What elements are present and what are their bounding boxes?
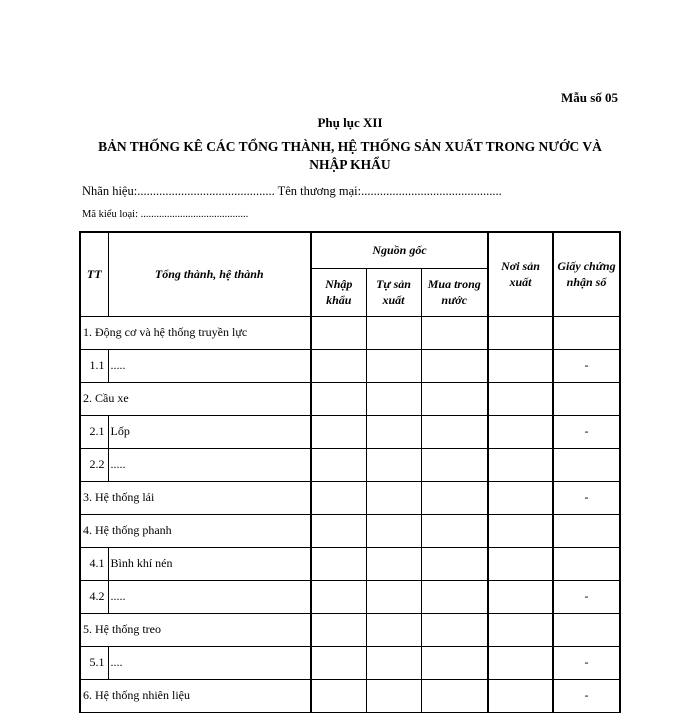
cell-certificate: - [553, 415, 620, 448]
row-tt: 2.2 [80, 448, 108, 481]
cell-import [311, 646, 366, 679]
cell-place [488, 613, 553, 646]
row-name: Bình khí nén [108, 547, 311, 580]
cell-domestic [421, 448, 488, 481]
trade-name-field: Tên thương mại:............................................. [277, 184, 502, 198]
cell-domestic [421, 580, 488, 613]
cell-domestic [421, 514, 488, 547]
cell-place [488, 415, 553, 448]
table-row [80, 646, 620, 679]
cell-import [311, 448, 366, 481]
cell-certificate [553, 514, 620, 547]
header-assembly: Tổng thành, hệ thành [108, 232, 311, 316]
cell-certificate [553, 613, 620, 646]
header-import: Nhập khẩu [311, 268, 366, 316]
cell-self-produced [366, 349, 421, 382]
cell-self-produced [366, 514, 421, 547]
cell-certificate [553, 382, 620, 415]
table-row [80, 481, 620, 514]
cell-import [311, 316, 366, 349]
cell-place [488, 547, 553, 580]
cell-certificate: - [553, 646, 620, 679]
section-label: 3. Hệ thống lái [80, 481, 311, 514]
cell-certificate: - [553, 349, 620, 382]
cell-domestic [421, 646, 488, 679]
cell-place [488, 448, 553, 481]
cell-domestic [421, 679, 488, 712]
header-certificate: Giấy chứng nhận số [553, 232, 620, 316]
cell-import [311, 481, 366, 514]
cell-domestic [421, 547, 488, 580]
cell-place [488, 514, 553, 547]
cell-self-produced [366, 679, 421, 712]
brand-trade-line [82, 184, 502, 199]
table-row [80, 547, 620, 580]
assembly-statistics-table [79, 231, 621, 713]
header-domestic: Mua trong nước [421, 268, 488, 316]
cell-certificate [553, 547, 620, 580]
cell-domestic [421, 481, 488, 514]
section-label: 5. Hệ thống treo [80, 613, 311, 646]
cell-domestic [421, 382, 488, 415]
cell-import [311, 679, 366, 712]
cell-domestic [421, 613, 488, 646]
header-place: Nơi sản xuất [488, 232, 553, 316]
section-label: 6. Hệ thống nhiên liệu [80, 679, 311, 712]
cell-place [488, 679, 553, 712]
document-title [80, 138, 620, 174]
row-name: ..... [108, 580, 311, 613]
cell-self-produced [366, 646, 421, 679]
row-tt: 4.2 [80, 580, 108, 613]
row-tt: 5.1 [80, 646, 108, 679]
cell-self-produced [366, 382, 421, 415]
cell-import [311, 382, 366, 415]
table-row [80, 679, 620, 712]
table-row [80, 382, 620, 415]
row-name: ..... [108, 349, 311, 382]
cell-self-produced [366, 580, 421, 613]
cell-certificate: - [553, 481, 620, 514]
header-self-produced: Tự sản xuất [366, 268, 421, 316]
table-row [80, 580, 620, 613]
cell-self-produced [366, 415, 421, 448]
cell-certificate [553, 316, 620, 349]
model-code-field: Mã kiểu loại: ......................................... [82, 209, 249, 220]
table-row [80, 613, 620, 646]
section-label: 4. Hệ thống phanh [80, 514, 311, 547]
cell-place [488, 646, 553, 679]
cell-certificate: - [553, 580, 620, 613]
cell-certificate [553, 448, 620, 481]
document-title-line-1: BẢN THỐNG KÊ CÁC TỔNG THÀNH, HỆ THỐNG SẢN XUẤT TRONG NƯỚC VÀ [98, 139, 602, 154]
form-number: Mẫu số 05 [560, 90, 618, 105]
cell-self-produced [366, 481, 421, 514]
table-row [80, 349, 620, 382]
cell-import [311, 514, 366, 547]
document-title-line-2: NHẬP KHẨU [309, 157, 391, 172]
section-label: 1. Động cơ và hệ thống truyền lực [80, 316, 311, 349]
row-name: ..... [108, 448, 311, 481]
row-name: Lốp [108, 415, 311, 448]
row-tt: 4.1 [80, 547, 108, 580]
appendix-label: Phụ lục XII [317, 115, 383, 130]
row-tt: 1.1 [80, 349, 108, 382]
table-row [80, 316, 620, 349]
brand-field: Nhãn hiệu:............................................ [82, 184, 275, 198]
cell-self-produced [366, 316, 421, 349]
cell-place [488, 580, 553, 613]
cell-self-produced [366, 547, 421, 580]
cell-place [488, 316, 553, 349]
cell-domestic [421, 349, 488, 382]
cell-import [311, 547, 366, 580]
row-tt: 2.1 [80, 415, 108, 448]
table-row [80, 448, 620, 481]
cell-import [311, 349, 366, 382]
cell-self-produced [366, 448, 421, 481]
cell-import [311, 613, 366, 646]
cell-certificate: - [553, 679, 620, 712]
header-tt: TT [80, 232, 108, 316]
cell-place [488, 481, 553, 514]
header-origin: Nguồn gốc [311, 232, 488, 268]
section-label: 2. Cầu xe [80, 382, 311, 415]
cell-domestic [421, 316, 488, 349]
cell-place [488, 349, 553, 382]
cell-import [311, 580, 366, 613]
cell-domestic [421, 415, 488, 448]
table-row [80, 514, 620, 547]
table-row [80, 415, 620, 448]
cell-place [488, 382, 553, 415]
cell-import [311, 415, 366, 448]
row-name: .... [108, 646, 311, 679]
cell-self-produced [366, 613, 421, 646]
